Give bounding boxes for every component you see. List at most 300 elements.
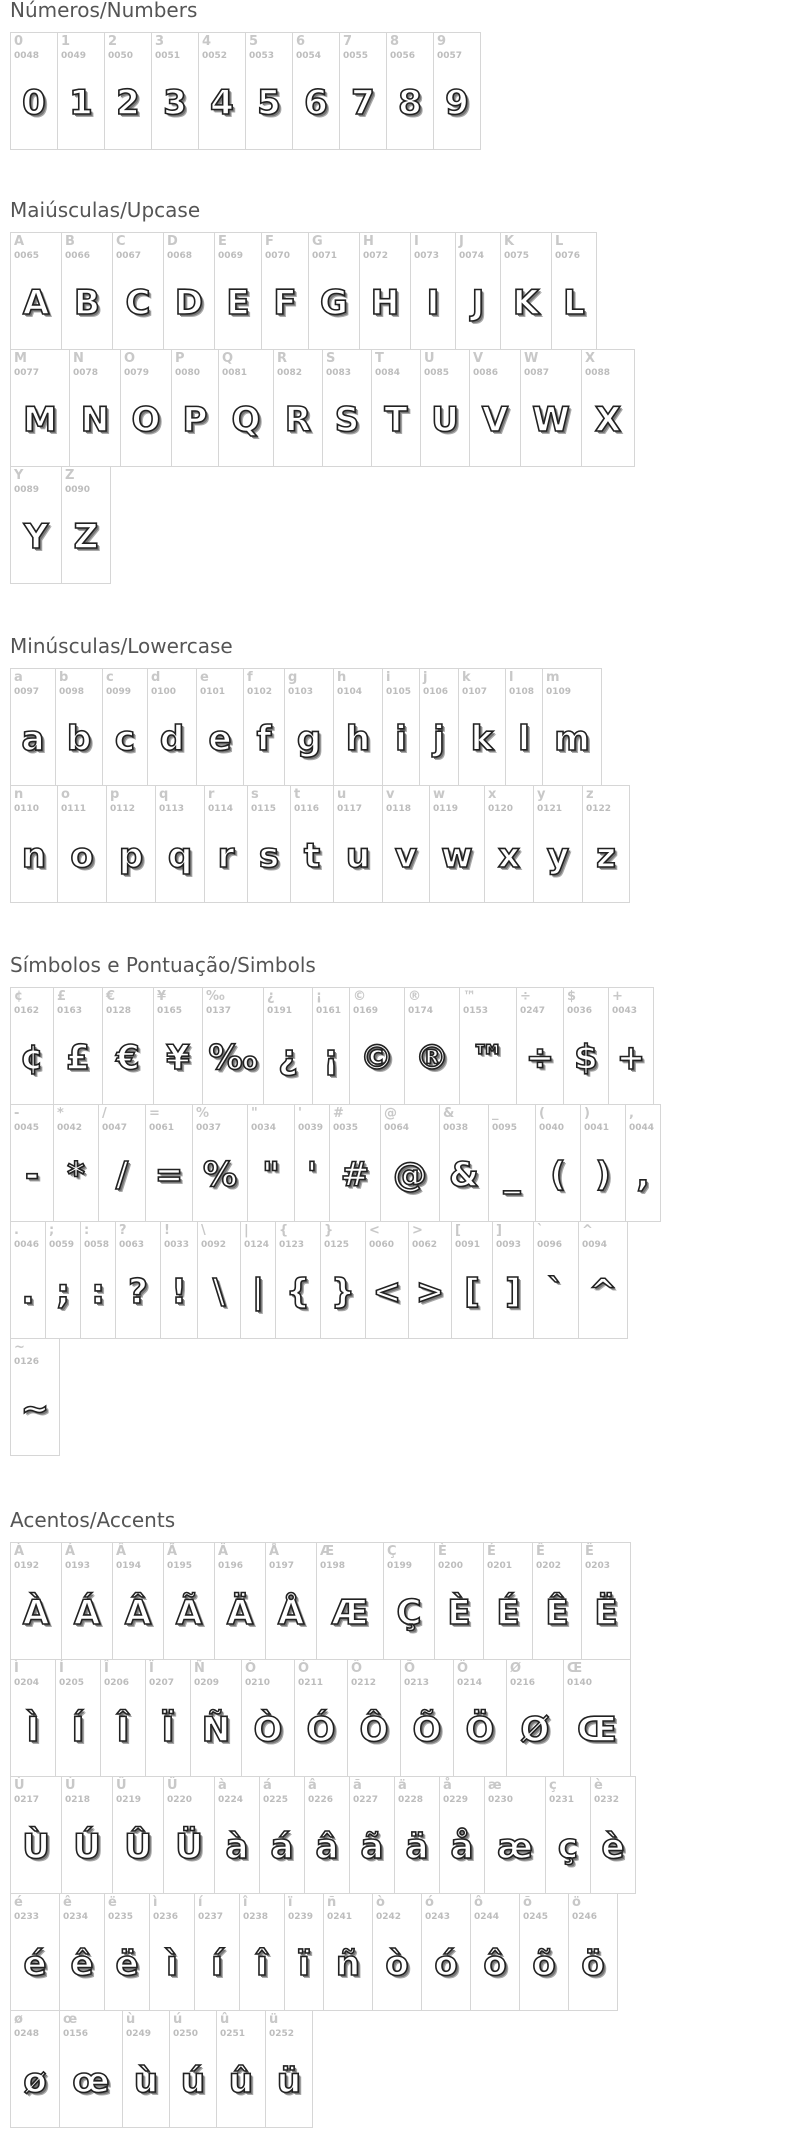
glyph-code: 0034 [251, 1123, 277, 1133]
glyph-label: Ë [585, 1544, 594, 1559]
glyph-sample: é [23, 1944, 47, 1984]
glyph-sample: Ó [306, 1710, 336, 1750]
glyph-cell [61, 1542, 113, 1660]
glyph-sample: # [340, 1155, 370, 1195]
glyph-sample: o [70, 836, 94, 876]
glyph-sample: $ [574, 1038, 598, 1078]
glyph-label: u [337, 787, 347, 802]
glyph-code: 0205 [59, 1678, 85, 1688]
glyph-sample: 7 [351, 83, 375, 123]
glyph-label: . [14, 1223, 19, 1238]
glyph-label: h [337, 670, 347, 685]
glyph-sample: 2 [116, 83, 140, 123]
glyph-cell [563, 987, 609, 1105]
glyph-cell [10, 668, 56, 786]
glyph-label: Û [116, 1778, 127, 1793]
glyph-label: Œ [567, 1661, 583, 1676]
glyph-label: Ê [536, 1544, 545, 1559]
glyph-code: 0201 [487, 1561, 513, 1571]
glyph-cell [241, 1659, 295, 1777]
glyph-sample: Ü [175, 1827, 203, 1867]
glyph-code: 0242 [376, 1912, 402, 1922]
glyph-row [10, 1338, 800, 1455]
glyph-row [10, 1659, 800, 1776]
glyph-label: Ï [149, 1661, 154, 1676]
glyph-code: 0105 [386, 687, 412, 697]
glyph-cell [247, 1104, 295, 1222]
glyph-cell [400, 1659, 454, 1777]
glyph-sample: ) [595, 1155, 611, 1195]
glyph-cell [10, 1338, 60, 1456]
glyph-sample: à [225, 1827, 249, 1867]
glyph-cell [434, 1542, 484, 1660]
glyph-sample: ] [505, 1272, 521, 1312]
glyph-label: R [277, 351, 288, 366]
glyph-code: 0090 [65, 485, 91, 495]
glyph-label: õ [523, 1895, 532, 1910]
glyph-label: ô [474, 1895, 483, 1910]
glyph-code: 0122 [586, 804, 612, 814]
glyph-cell [202, 987, 264, 1105]
glyph-cell [492, 1221, 534, 1339]
glyph-sample: ó [434, 1944, 458, 1984]
glyph-sample: \ [212, 1272, 226, 1312]
glyph-cell [581, 349, 635, 467]
glyph-sample: ë [115, 1944, 139, 1984]
glyph-code: 0081 [222, 368, 248, 378]
glyph-cell [329, 1104, 381, 1222]
glyph-label: Â [116, 1544, 127, 1559]
glyph-row [10, 987, 800, 1104]
glyph-label: á [263, 1778, 272, 1793]
glyph-label: T [375, 351, 384, 366]
glyph-sample: ø [23, 2061, 47, 2101]
glyph-sample: Z [73, 517, 99, 557]
glyph-cell [484, 785, 534, 903]
glyph-row [10, 1776, 800, 1893]
glyph-cell [470, 1893, 520, 2011]
glyph-code: 0244 [474, 1912, 500, 1922]
glyph-label: Ì [14, 1661, 19, 1676]
glyph-label: Á [65, 1544, 76, 1559]
glyph-cell [112, 1542, 164, 1660]
glyph-row [10, 1893, 800, 2010]
glyph-sample: 5 [257, 83, 281, 123]
glyph-label: ! [164, 1223, 170, 1238]
glyph-code: 0093 [496, 1240, 522, 1250]
glyph-cell [261, 232, 309, 350]
glyph-cell [382, 668, 420, 786]
glyph-code: 0097 [14, 687, 40, 697]
glyph-cell [429, 785, 485, 903]
glyph-sample: % [202, 1155, 238, 1195]
glyph-label: ï [288, 1895, 293, 1910]
glyph-code: 0084 [375, 368, 401, 378]
glyph-sample: € [116, 1038, 140, 1078]
glyph-sample: C [125, 283, 151, 323]
glyph-label: J [459, 234, 464, 249]
glyph-code: 0046 [14, 1240, 40, 1250]
glyph-sample: B [74, 283, 100, 323]
glyph-code: 0116 [294, 804, 320, 814]
glyph-code: 0054 [296, 51, 322, 61]
glyph-sample: d [159, 719, 185, 759]
glyph-code: 0230 [488, 1795, 514, 1805]
glyph-sample: j [433, 719, 445, 759]
glyph-code: 0124 [244, 1240, 270, 1250]
glyph-label: ë [108, 1895, 117, 1910]
glyph-label: é [14, 1895, 23, 1910]
glyph-cell [520, 349, 582, 467]
glyph-sample: Œ [577, 1710, 617, 1750]
glyph-label: s [251, 787, 259, 802]
glyph-label: ê [63, 1895, 72, 1910]
glyph-sample: J [471, 283, 485, 323]
glyph-cell [80, 1221, 116, 1339]
glyph-cell [145, 1659, 191, 1777]
glyph-sample: h [345, 719, 371, 759]
glyph-code: 0234 [63, 1912, 89, 1922]
glyph-label: € [106, 989, 116, 1004]
glyph-label: Y [14, 468, 24, 483]
glyph-cell [323, 1893, 373, 2011]
glyph-code: 0039 [298, 1123, 324, 1133]
glyph-sample: u [345, 836, 371, 876]
glyph-cell [372, 1893, 422, 2011]
glyph-cell [275, 1221, 321, 1339]
glyph-label: K [504, 234, 515, 249]
glyph-sample: ? [128, 1272, 148, 1312]
glyph-label: Æ [320, 1544, 335, 1559]
glyph-sample: Ô [359, 1710, 389, 1750]
glyph-label: Ä [218, 1544, 229, 1559]
glyph-sample: ù [133, 2061, 159, 2101]
glyph-label: Q [222, 351, 234, 366]
glyph-row [10, 785, 800, 902]
glyph-code: 0112 [110, 804, 136, 814]
glyph-code: 0045 [14, 1123, 40, 1133]
glyph-code: 0052 [202, 51, 228, 61]
glyph-sample: Ö [465, 1710, 495, 1750]
glyph-sample: * [67, 1155, 85, 1195]
glyph-code: 0248 [14, 2029, 40, 2039]
glyph-code: 0250 [173, 2029, 199, 2039]
glyph-code: 0210 [245, 1678, 271, 1688]
glyph-cell [10, 1104, 54, 1222]
glyph-code: 0047 [102, 1123, 128, 1133]
glyph-code: 0098 [59, 687, 85, 697]
glyph-sample: s [258, 836, 280, 876]
glyph-code: 0058 [84, 1240, 110, 1250]
glyph-cell [506, 1659, 564, 1777]
glyph-cell [484, 1776, 546, 1894]
glyph-code: 0163 [57, 1006, 83, 1016]
glyph-label: ^ [582, 1223, 593, 1238]
glyph-cell [542, 668, 602, 786]
glyph-code: 0063 [119, 1240, 145, 1250]
glyph-label: 2 [108, 34, 118, 49]
glyph-label: ó [425, 1895, 434, 1910]
glyph-label: ¿ [267, 989, 275, 1004]
glyph-label: + [612, 989, 623, 1004]
glyph-cell [312, 987, 350, 1105]
glyph-code: 0113 [159, 804, 185, 814]
glyph-label: Í [59, 1661, 64, 1676]
glyph-label: ö [572, 1895, 581, 1910]
glyph-label: f [247, 670, 253, 685]
glyph-code: 0227 [353, 1795, 379, 1805]
glyph-label: À [14, 1544, 25, 1559]
glyph-code: 0096 [537, 1240, 563, 1250]
glyph-cell [433, 32, 481, 150]
glyph-cell [568, 1893, 618, 2011]
glyph-sample: > [415, 1272, 445, 1312]
glyph-sample: õ [532, 1944, 556, 1984]
glyph-cell [102, 987, 154, 1105]
glyph-code: 0070 [265, 251, 291, 261]
glyph-sample: 6 [304, 83, 328, 123]
glyph-sample: û [228, 2061, 254, 2101]
glyph-sample: E [226, 283, 250, 323]
glyph-code: 0083 [326, 368, 352, 378]
glyph-sample: | [251, 1272, 265, 1312]
glyph-label: z [586, 787, 594, 802]
glyph-code: 0169 [353, 1006, 379, 1016]
glyph-label: C [116, 234, 126, 249]
glyph-code: 0219 [116, 1795, 142, 1805]
glyph-code: 0053 [249, 51, 275, 61]
glyph-sample: ü [276, 2061, 302, 2101]
glyph-sample: [ [464, 1272, 480, 1312]
glyph-cell [294, 1659, 348, 1777]
glyph-sample: ^ [588, 1272, 618, 1312]
glyph-code: 0049 [61, 51, 87, 61]
glyph-sample: O [131, 400, 161, 440]
glyph-code: 0062 [412, 1240, 438, 1250]
glyph-cell [55, 668, 103, 786]
glyph-label: _ [492, 1106, 499, 1121]
glyph-label: o [61, 787, 70, 802]
glyph-code: 0080 [175, 368, 201, 378]
glyph-cell [519, 1893, 569, 2011]
glyph-cell [100, 1659, 146, 1777]
glyph-sample: Y [23, 517, 49, 557]
glyph-code: 0226 [308, 1795, 334, 1805]
glyph-label: D [167, 234, 178, 249]
glyph-label: ¡ [316, 989, 322, 1004]
glyph-sample: Æ [331, 1593, 369, 1633]
glyph-cell [55, 1659, 101, 1777]
glyph-code: 0212 [351, 1678, 377, 1688]
glyph-sample: ÷ [525, 1038, 555, 1078]
glyph-sample: F [273, 283, 297, 323]
glyph-cell [308, 232, 360, 350]
glyph-sample: ‰ [208, 1038, 258, 1078]
glyph-cell [581, 1542, 631, 1660]
glyph-label: E [218, 234, 227, 249]
glyph-sample: a [21, 719, 45, 759]
glyph-sample: è [601, 1827, 625, 1867]
glyph-sample: Ë [594, 1593, 618, 1633]
glyph-label: æ [488, 1778, 502, 1793]
glyph-cell [347, 1659, 401, 1777]
glyph-code: 0119 [433, 804, 459, 814]
glyph-sample: Ø [520, 1710, 550, 1750]
glyph-sample: ; [56, 1272, 70, 1312]
glyph-sample: < [372, 1272, 402, 1312]
glyph-code: 0088 [585, 368, 611, 378]
glyph-cell [420, 349, 470, 467]
glyph-cell [265, 2010, 313, 2128]
glyph-sample: 8 [398, 83, 422, 123]
glyph-sample: ì [166, 1944, 178, 1984]
glyph-code: 0114 [208, 804, 234, 814]
glyph-label: œ [63, 2012, 78, 2027]
glyph-grid [10, 987, 800, 1455]
glyph-sample: r [217, 836, 235, 876]
glyph-cell [10, 2010, 60, 2128]
glyph-sample: v [394, 836, 418, 876]
glyph-label: , [629, 1106, 634, 1121]
glyph-sample: À [22, 1593, 50, 1633]
glyph-code: 0140 [567, 1678, 593, 1688]
glyph-cell [149, 1893, 195, 2011]
glyph-code: 0040 [539, 1123, 565, 1133]
glyph-cell [535, 1104, 581, 1222]
glyph-label: â [308, 1778, 317, 1793]
glyph-cell [104, 32, 152, 150]
glyph-code: 0075 [504, 251, 530, 261]
glyph-cell [404, 987, 460, 1105]
glyph-code: 0085 [424, 368, 450, 378]
glyph-code: 0106 [423, 687, 449, 697]
glyph-cell [196, 668, 244, 786]
glyph-code: 0065 [14, 251, 40, 261]
glyph-sample: M [23, 400, 57, 440]
glyph-code: 0095 [492, 1123, 518, 1133]
glyph-label: W [524, 351, 539, 366]
glyph-sample: ò [385, 1944, 409, 1984]
glyph-sample: { [285, 1272, 311, 1312]
glyph-label: 8 [390, 34, 400, 49]
glyph-sample: ¿ [278, 1038, 298, 1078]
glyph-cell [320, 1221, 366, 1339]
glyph-cell [45, 1221, 81, 1339]
glyph-sample: Å [277, 1593, 305, 1633]
glyph-sample: Ú [73, 1827, 101, 1867]
glyph-cell [349, 1776, 395, 1894]
glyph-cell [239, 1893, 285, 2011]
glyph-cell [608, 987, 654, 1105]
glyph-sample: ê [70, 1944, 94, 1984]
glyph-cell [580, 1104, 626, 1222]
glyph-sample: ñ [335, 1944, 361, 1984]
glyph-cell [163, 232, 215, 350]
glyph-sample: Â [124, 1593, 152, 1633]
glyph-cell [155, 785, 205, 903]
glyph-sample: ® [415, 1038, 449, 1078]
glyph-label: Ö [457, 1661, 469, 1676]
glyph-sample: £ [66, 1038, 90, 1078]
glyph-sample: Ï [161, 1710, 175, 1750]
glyph-label: | [244, 1223, 249, 1238]
glyph-label: g [288, 670, 298, 685]
glyph-cell [243, 668, 285, 786]
glyph-sample: p [118, 836, 144, 876]
glyph-cell [61, 466, 111, 584]
glyph-label: Ø [510, 1661, 522, 1676]
glyph-cell [265, 1542, 317, 1660]
glyph-sample: Î [116, 1710, 130, 1750]
glyph-code: 0211 [298, 1678, 324, 1688]
glyph-code: 0224 [218, 1795, 244, 1805]
glyph-cell [590, 1776, 636, 1894]
glyph-label: i [386, 670, 391, 685]
glyph-code: 0066 [65, 251, 91, 261]
glyph-sample: e [208, 719, 232, 759]
glyph-code: 0101 [200, 687, 226, 697]
glyph-label: ' [298, 1106, 302, 1121]
glyph-label: £ [57, 989, 67, 1004]
glyph-code: 0056 [390, 51, 416, 61]
glyph-code: 0225 [263, 1795, 289, 1805]
glyph-label: Õ [404, 1661, 416, 1676]
glyph-label: Ù [14, 1778, 25, 1793]
glyph-cell [10, 1659, 56, 1777]
glyph-code: 0203 [585, 1561, 611, 1571]
glyph-label: ç [549, 1778, 557, 1793]
glyph-sample: 0 [22, 83, 46, 123]
glyph-label: > [412, 1223, 423, 1238]
glyph-sample: - [24, 1155, 40, 1195]
glyph-code: 0071 [312, 251, 338, 261]
glyph-label: í [198, 1895, 203, 1910]
glyph-label: { [279, 1223, 289, 1238]
glyph-cell [10, 1542, 62, 1660]
glyph-code: 0048 [14, 51, 40, 61]
glyph-label: X [585, 351, 596, 366]
glyph-label: ã [353, 1778, 362, 1793]
glyph-cell [380, 1104, 440, 1222]
glyph-label: m [546, 670, 560, 685]
glyph-label: ù [126, 2012, 136, 2027]
glyph-label: H [363, 234, 374, 249]
glyph-label: û [220, 2012, 230, 2027]
glyph-sample: 9 [445, 83, 469, 123]
glyph-cell [551, 232, 597, 350]
glyph-code: 0197 [269, 1561, 295, 1571]
section-title: Números/Numbers [10, 0, 198, 22]
glyph-sample: î [256, 1944, 268, 1984]
glyph-code: 0247 [520, 1006, 546, 1016]
glyph-code: 0078 [73, 368, 99, 378]
glyph-cell [10, 785, 58, 903]
glyph-label: e [200, 670, 209, 685]
glyph-code: 0033 [164, 1240, 190, 1250]
glyph-code: 0125 [324, 1240, 350, 1250]
glyph-sample: X [594, 400, 622, 440]
glyph-cell [204, 785, 248, 903]
glyph-code: 0061 [149, 1123, 175, 1133]
glyph-row [10, 466, 800, 583]
glyph-cell [451, 1221, 493, 1339]
glyph-sample: ` [547, 1272, 565, 1312]
glyph-sample: Ù [22, 1827, 50, 1867]
section-title: Minúsculas/Lowercase [10, 634, 233, 658]
glyph-sample: Á [73, 1593, 101, 1633]
glyph-sample: @ [393, 1155, 427, 1195]
glyph-label: B [65, 234, 75, 249]
